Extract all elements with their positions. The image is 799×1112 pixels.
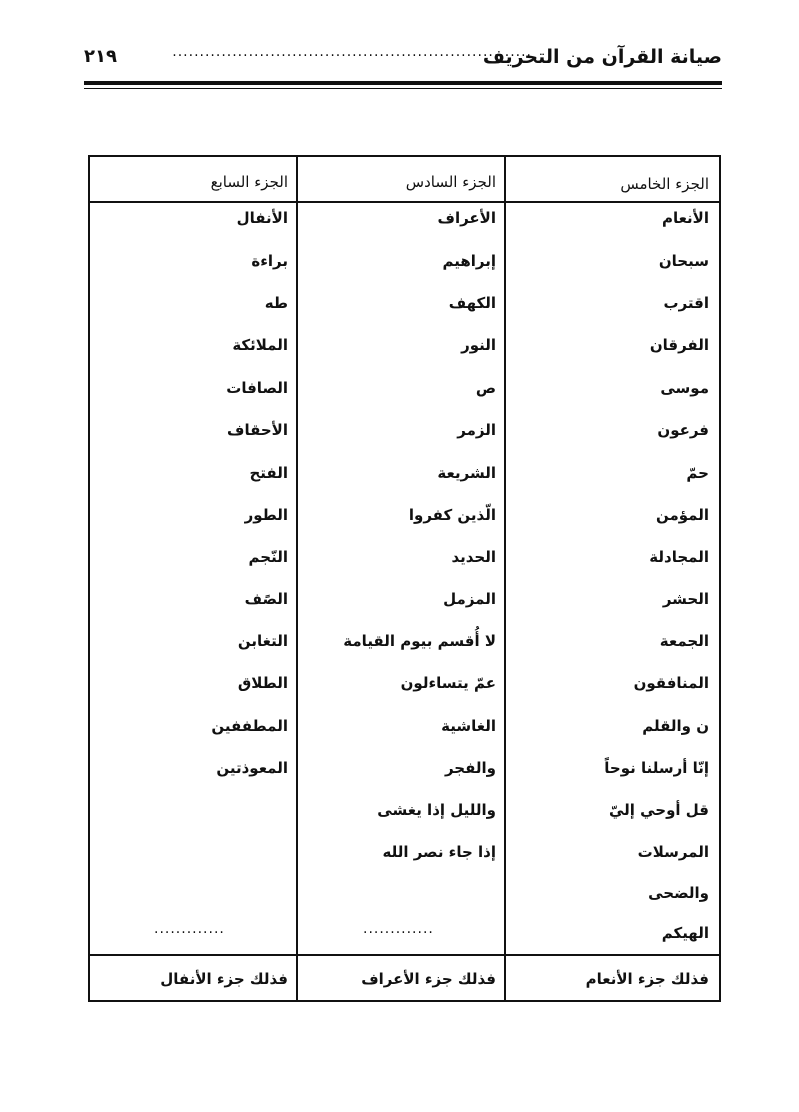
table-cell: ص bbox=[475, 379, 496, 397]
table-cell: اقترب bbox=[663, 294, 709, 312]
table-cell: الفتح bbox=[249, 464, 288, 482]
column-heading: الجزء السادس bbox=[405, 173, 496, 191]
continuation-dots: ............. bbox=[154, 921, 225, 937]
page-number: ٢١٩ bbox=[84, 46, 117, 67]
column-heading: الجزء الخامس bbox=[620, 175, 709, 193]
table-cell: النّجم bbox=[248, 548, 288, 566]
table-cell: إذا جاء نصر الله bbox=[382, 843, 496, 861]
table-cell: المزمل bbox=[443, 590, 496, 608]
footer-row-divider bbox=[90, 954, 719, 956]
table-cell: المرسلات bbox=[637, 843, 709, 861]
table-cell: طه bbox=[264, 294, 288, 312]
table-cell: الحشر bbox=[662, 590, 709, 608]
table-cell: والضحى bbox=[648, 884, 709, 902]
table-cell: النور bbox=[461, 336, 496, 354]
column-footer: فذلك جزء الأنفال bbox=[160, 970, 288, 988]
column-footer: فذلك جزء الأنعام bbox=[585, 970, 709, 988]
table-cell: المنافقون bbox=[633, 674, 709, 692]
table-cell: سبحان bbox=[658, 252, 709, 270]
table-cell: الهيكم bbox=[661, 924, 709, 942]
table-cell: المؤمن bbox=[655, 506, 709, 524]
table-cell: والليل إذا يغشى bbox=[377, 801, 496, 819]
table-cell: الزمر bbox=[457, 421, 496, 439]
table-cell: الأنعام bbox=[661, 209, 709, 227]
table-cell: براءة bbox=[251, 252, 288, 270]
table-cell: فرعون bbox=[657, 421, 709, 439]
table-cell: الطور bbox=[244, 506, 288, 524]
header-leader-dots: .................................................................. bbox=[172, 44, 532, 60]
column-divider bbox=[296, 157, 298, 1000]
table-cell: الفرقان bbox=[649, 336, 709, 354]
running-header bbox=[84, 44, 722, 78]
table-cell: إبراهيم bbox=[442, 252, 496, 270]
header-row-divider bbox=[90, 201, 719, 203]
table-cell: المجادلة bbox=[649, 548, 709, 566]
table-cell: حمّ bbox=[686, 464, 709, 482]
table-cell: الأحقاف bbox=[227, 421, 288, 439]
table-cell: المعوذتين bbox=[216, 759, 288, 777]
column-divider bbox=[504, 157, 506, 1000]
table-cell: الملائكة bbox=[232, 336, 288, 354]
table-cell: والفجر bbox=[444, 759, 496, 777]
table-cell: موسى bbox=[660, 379, 709, 397]
table-cell: التغابن bbox=[237, 632, 288, 650]
table-cell: ن والقلم bbox=[642, 717, 709, 735]
table-cell: قل أوحي إليّ bbox=[608, 801, 709, 819]
table-cell: الطلاق bbox=[237, 674, 288, 692]
table-cell: لا أُقسم بيوم القيامة bbox=[343, 632, 496, 650]
table-cell: الأعراف bbox=[437, 209, 496, 227]
column-heading: الجزء السابع bbox=[210, 173, 288, 191]
table-cell: الجمعة bbox=[659, 632, 709, 650]
table-cell: الغاشية bbox=[441, 717, 496, 735]
juz-table bbox=[88, 155, 721, 1002]
book-title: صيانة القرآن من التحريف bbox=[482, 46, 722, 68]
table-cell: عمّ يتساءلون bbox=[400, 674, 496, 692]
header-rule-thick bbox=[84, 81, 722, 85]
table-cell: الكهف bbox=[448, 294, 496, 312]
header-rule-thin bbox=[84, 88, 722, 89]
table-cell: الصافات bbox=[226, 379, 288, 397]
table-cell: الشريعة bbox=[437, 464, 496, 482]
table-cell: المطففين bbox=[211, 717, 288, 735]
table-cell: الصًف bbox=[244, 590, 288, 608]
column-footer: فذلك جزء الأعراف bbox=[361, 970, 496, 988]
continuation-dots: ............. bbox=[363, 921, 434, 937]
table-cell: إنّا أرسلنا نوحاً bbox=[604, 759, 709, 777]
table-cell: الحديد bbox=[451, 548, 496, 566]
table-cell: الأنفال bbox=[236, 209, 288, 227]
table-cell: الّذين كفروا bbox=[408, 506, 496, 524]
